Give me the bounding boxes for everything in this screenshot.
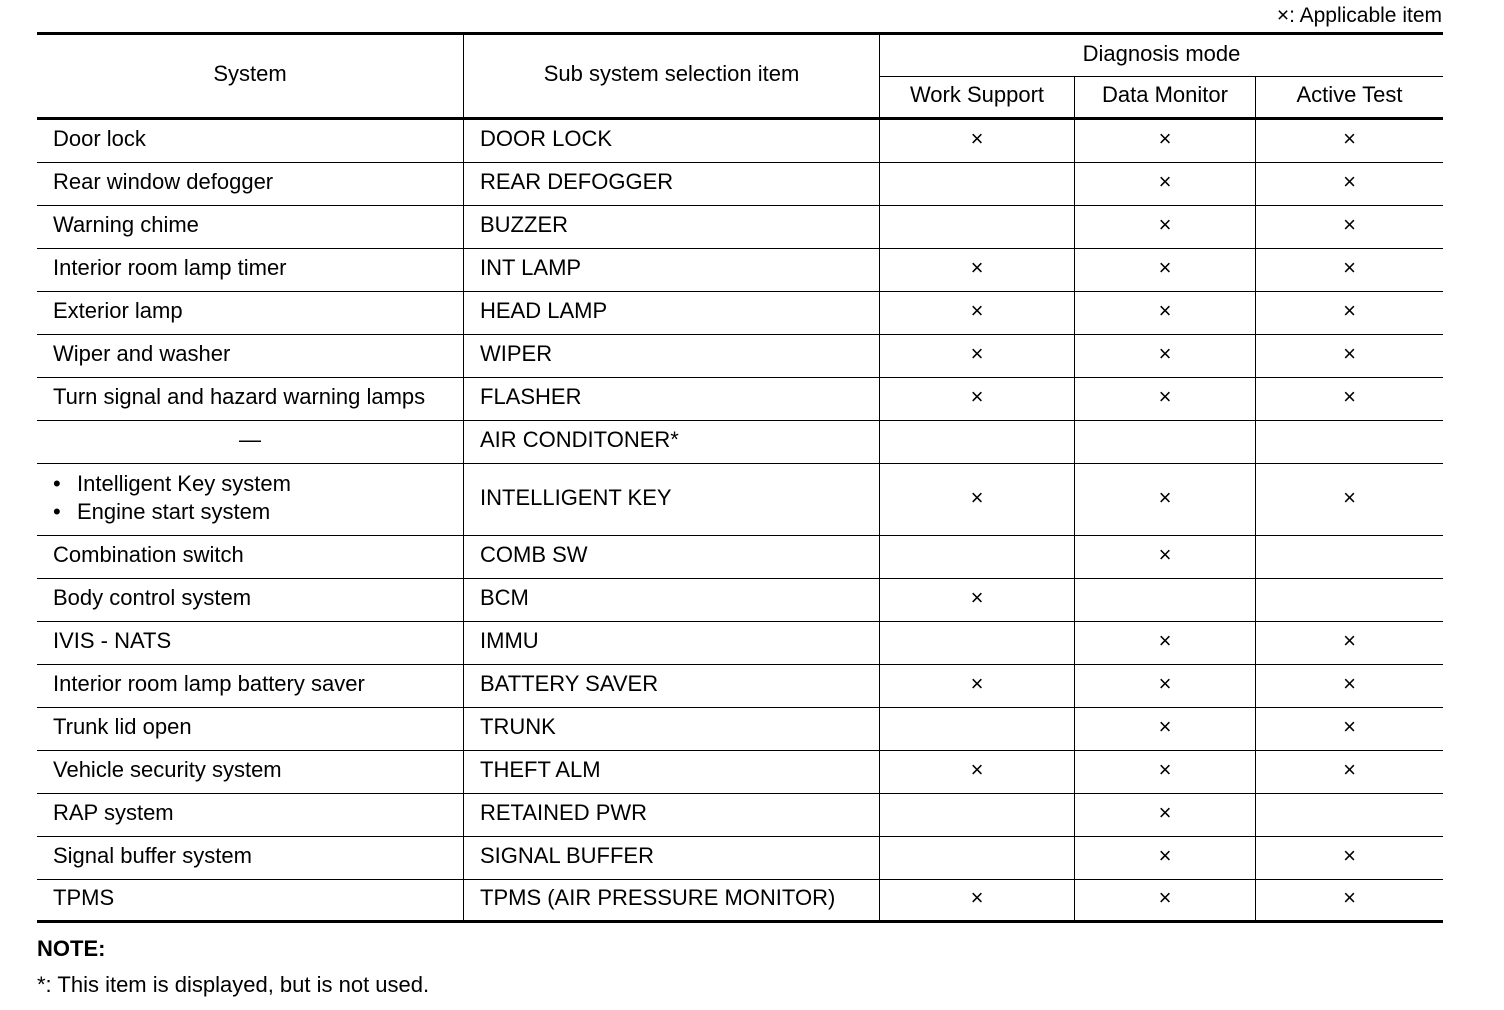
- work-support-cell: [879, 206, 1074, 248]
- table-row: [37, 292, 1443, 335]
- active-test-cell: ×: [1255, 464, 1443, 535]
- subsystem-cell: BUZZER: [463, 206, 879, 248]
- subsystem-cell: FLASHER: [463, 378, 879, 420]
- data-monitor-cell: ×: [1074, 163, 1255, 205]
- active-test-cell: ×: [1255, 249, 1443, 291]
- header-system: System: [213, 61, 287, 86]
- header-diagnosis-mode: Diagnosis mode: [880, 35, 1443, 77]
- data-monitor-cell: ×: [1074, 378, 1255, 420]
- work-support-cell: ×: [879, 579, 1074, 621]
- work-support-cell: [879, 837, 1074, 879]
- system-cell: Interior room lamp battery saver: [53, 671, 365, 696]
- active-test-cell: ×: [1255, 880, 1443, 920]
- data-monitor-cell: ×: [1074, 751, 1255, 793]
- table-row: [37, 751, 1443, 794]
- subsystem-cell: IMMU: [463, 622, 879, 664]
- table-header: [37, 32, 1443, 120]
- work-support-cell: ×: [879, 880, 1074, 920]
- system-bullet-text: Engine start system: [77, 498, 271, 524]
- table-row: [37, 794, 1443, 837]
- diagnosis-mode-table: [37, 32, 1443, 923]
- table-row: [37, 163, 1443, 206]
- system-cell: Combination switch: [53, 542, 244, 567]
- data-monitor-cell: ×: [1074, 120, 1255, 162]
- system-cell: Exterior lamp: [53, 298, 183, 323]
- applicable-item-legend: ×: Applicable item: [1276, 4, 1442, 27]
- system-cell: RAP system: [53, 800, 174, 825]
- table-row: [37, 579, 1443, 622]
- work-support-cell: ×: [879, 249, 1074, 291]
- data-monitor-cell: ×: [1074, 536, 1255, 578]
- subsystem-cell: REAR DEFOGGER: [463, 163, 879, 205]
- data-monitor-cell: ×: [1074, 292, 1255, 334]
- subsystem-cell: WIPER: [463, 335, 879, 377]
- list-item: [53, 498, 291, 526]
- work-support-cell: [879, 536, 1074, 578]
- system-cell: —: [239, 427, 261, 452]
- header-active-test: Active Test: [1255, 77, 1443, 117]
- system-cell: Body control system: [53, 585, 252, 610]
- active-test-cell: ×: [1255, 622, 1443, 664]
- work-support-cell: ×: [879, 335, 1074, 377]
- subsystem-cell: INT LAMP: [463, 249, 879, 291]
- active-test-cell: ×: [1255, 837, 1443, 879]
- note-text: *: This item is displayed, but is not used.: [37, 972, 430, 997]
- subsystem-cell: TRUNK: [463, 708, 879, 750]
- system-cell: Vehicle security system: [53, 757, 282, 782]
- table-row: [37, 378, 1443, 421]
- data-monitor-cell: ×: [1074, 665, 1255, 707]
- data-monitor-cell: ×: [1074, 249, 1255, 291]
- work-support-cell: [879, 421, 1074, 463]
- table-row: [37, 120, 1443, 163]
- system-bullet-list: [53, 470, 291, 526]
- active-test-cell: ×: [1255, 120, 1443, 162]
- system-cell: Interior room lamp timer: [53, 255, 287, 280]
- active-test-cell: [1255, 794, 1443, 836]
- subsystem-cell: RETAINED PWR: [463, 794, 879, 836]
- table-row: [37, 464, 1443, 536]
- work-support-cell: [879, 708, 1074, 750]
- subsystem-cell: COMB SW: [463, 536, 879, 578]
- system-bullet-text: Intelligent Key system: [77, 470, 291, 496]
- table-row: [37, 665, 1443, 708]
- subsystem-cell: THEFT ALM: [463, 751, 879, 793]
- table-row: [37, 421, 1443, 464]
- data-monitor-cell: ×: [1074, 206, 1255, 248]
- data-monitor-cell: ×: [1074, 464, 1255, 535]
- work-support-cell: ×: [879, 665, 1074, 707]
- active-test-cell: [1255, 536, 1443, 578]
- system-cell: Warning chime: [53, 212, 199, 237]
- active-test-cell: ×: [1255, 665, 1443, 707]
- data-monitor-cell: ×: [1074, 622, 1255, 664]
- subsystem-cell: TPMS (AIR PRESSURE MONITOR): [463, 880, 879, 920]
- data-monitor-cell: [1074, 579, 1255, 621]
- work-support-cell: ×: [879, 378, 1074, 420]
- table-row: [37, 249, 1443, 292]
- data-monitor-cell: ×: [1074, 880, 1255, 920]
- data-monitor-cell: [1074, 421, 1255, 463]
- system-cell: Wiper and washer: [53, 341, 231, 366]
- work-support-cell: ×: [879, 464, 1074, 535]
- active-test-cell: ×: [1255, 335, 1443, 377]
- subsystem-cell: HEAD LAMP: [463, 292, 879, 334]
- active-test-cell: [1255, 579, 1443, 621]
- active-test-cell: ×: [1255, 751, 1443, 793]
- list-item: [53, 470, 291, 498]
- system-cell: Turn signal and hazard warning lamps: [53, 384, 426, 409]
- subsystem-cell: BATTERY SAVER: [463, 665, 879, 707]
- bullet-icon: •: [53, 470, 61, 496]
- work-support-cell: [879, 794, 1074, 836]
- header-work-support: Work Support: [909, 82, 1045, 107]
- table-row: [37, 880, 1443, 923]
- system-cell: Trunk lid open: [53, 714, 192, 739]
- header-sub-system: Sub system selection item: [463, 35, 879, 117]
- work-support-cell: ×: [879, 120, 1074, 162]
- header-data-monitor: Data Monitor: [1074, 77, 1255, 117]
- system-cell: Signal buffer system: [53, 843, 252, 868]
- table-row: [37, 206, 1443, 249]
- work-support-cell: ×: [879, 292, 1074, 334]
- table-row: [37, 837, 1443, 880]
- subsystem-cell: SIGNAL BUFFER: [463, 837, 879, 879]
- system-cell: Door lock: [53, 126, 146, 151]
- bullet-icon: •: [53, 498, 61, 524]
- subsystem-cell: INTELLIGENT KEY: [463, 464, 879, 535]
- subsystem-cell: DOOR LOCK: [463, 120, 879, 162]
- system-cell: TPMS: [53, 885, 115, 910]
- header-mode-columns: [880, 77, 1443, 117]
- table-row: [37, 622, 1443, 665]
- table-row: [37, 536, 1443, 579]
- subsystem-cell: AIR CONDITONER*: [463, 421, 879, 463]
- work-support-cell: [879, 622, 1074, 664]
- data-monitor-cell: ×: [1074, 335, 1255, 377]
- active-test-cell: ×: [1255, 292, 1443, 334]
- table-row: [37, 335, 1443, 378]
- work-support-cell: ×: [879, 751, 1074, 793]
- system-cell: IVIS - NATS: [53, 628, 172, 653]
- table-row: [37, 708, 1443, 751]
- header-diagnosis-mode-group: [879, 35, 1443, 117]
- active-test-cell: [1255, 421, 1443, 463]
- data-monitor-cell: ×: [1074, 708, 1255, 750]
- data-monitor-cell: ×: [1074, 794, 1255, 836]
- active-test-cell: ×: [1255, 378, 1443, 420]
- note-title: NOTE:: [37, 936, 106, 961]
- data-monitor-cell: ×: [1074, 837, 1255, 879]
- active-test-cell: ×: [1255, 163, 1443, 205]
- system-cell: Rear window defogger: [53, 169, 274, 194]
- active-test-cell: ×: [1255, 708, 1443, 750]
- work-support-cell: [879, 163, 1074, 205]
- active-test-cell: ×: [1255, 206, 1443, 248]
- subsystem-cell: BCM: [463, 579, 879, 621]
- system-cell: [37, 464, 463, 535]
